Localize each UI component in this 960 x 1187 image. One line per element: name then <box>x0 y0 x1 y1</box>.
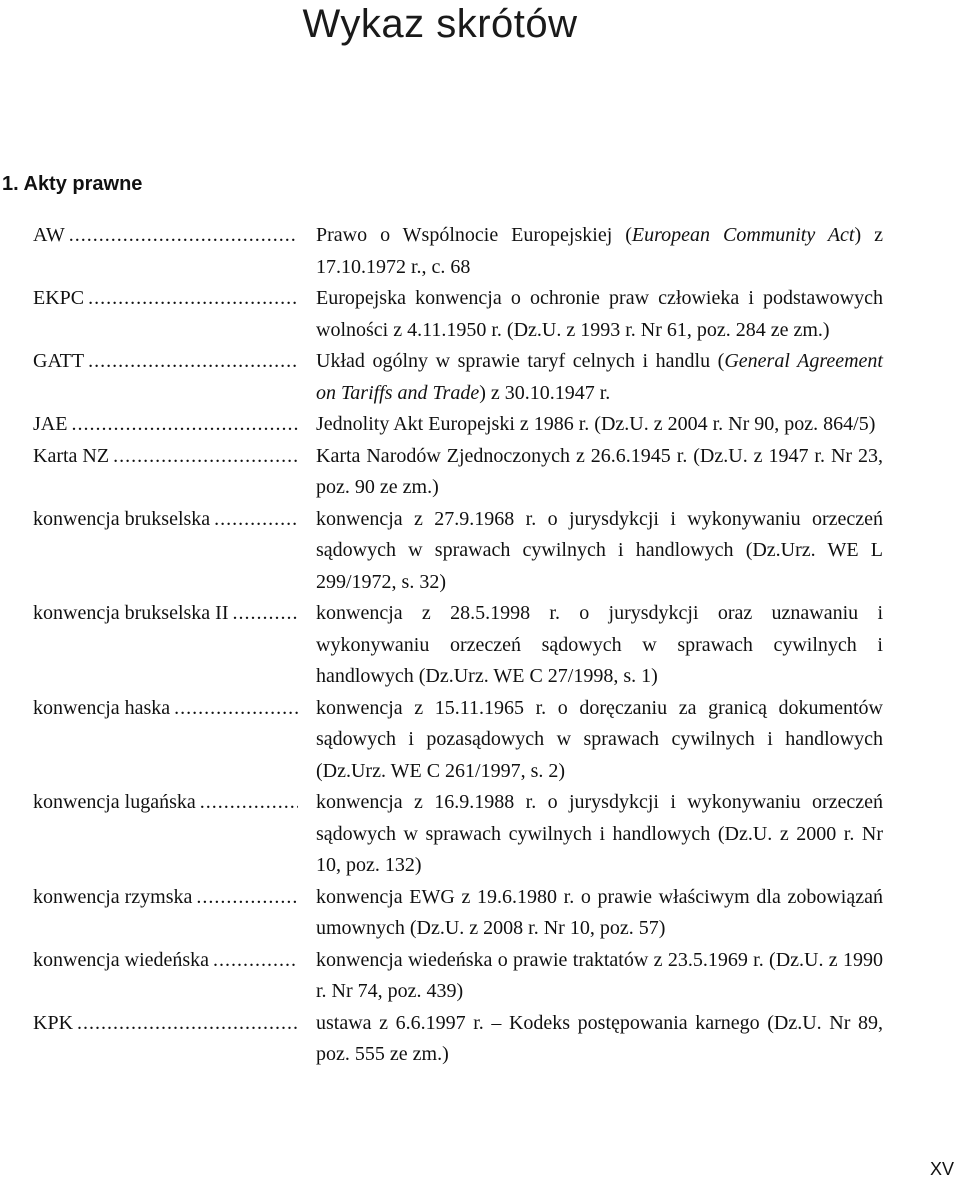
abbreviation-entry <box>33 283 883 346</box>
abbreviation-term <box>33 693 298 725</box>
abbreviation-description: konwencja EWG z 19.6.1980 r. o prawie właściwym dla zobowiązań umownych (Dz.U. z 2008 r. Nr 10, poz. 57) <box>316 885 883 939</box>
abbreviation-entry <box>33 598 883 693</box>
abbreviation-description: Układ ogólny w sprawie taryf celnych i handlu (General Agreement on Tariffs and Trade) z 30.10.1947 r. <box>316 350 883 404</box>
abbreviation-entry <box>33 693 883 788</box>
abbreviation-term-text: konwencja wiedeńska <box>33 948 210 971</box>
abbreviation-term <box>33 945 298 977</box>
abbreviation-term <box>33 882 298 914</box>
abbreviation-entry <box>33 787 883 882</box>
abbreviation-term-text: Karta NZ <box>33 444 110 467</box>
abbreviation-entry <box>33 220 883 283</box>
abbreviation-term <box>33 346 298 378</box>
abbreviation-description: konwencja z 27.9.1968 r. o jurysdykcji i wykonywaniu orzeczeń sądowych w sprawach cywilnych i handlowych (Dz.Urz. WE L 299/1972, s. 32) <box>316 507 883 593</box>
abbreviation-term-text: GATT <box>33 350 85 372</box>
abbreviation-description: konwencja z 15.11.1965 r. o doręczaniu za granicą dokumentów sądowych i pozasądowych w sprawach cywilnych i handlowych (Dz.Urz. WE C 261/1997, s. 2) <box>316 696 883 782</box>
abbreviation-description: ustawa z 6.6.1997 r. – Kodeks postępowania karnego (Dz.U. Nr 89, poz. 555 ze zm.) <box>316 1011 883 1065</box>
abbreviation-entry <box>33 945 883 1008</box>
abbreviation-term-text: AW <box>33 224 65 246</box>
abbreviation-description: Europejska konwencja o ochronie praw człowieka i podstawowych wolności z 4.11.1950 r. (Dz.U. z 1993 r. Nr 61, poz. 284 ze zm.) <box>316 287 883 341</box>
abbreviation-term <box>33 787 298 819</box>
abbreviation-entry <box>33 441 883 504</box>
abbreviation-entry <box>33 882 883 945</box>
abbreviation-term <box>33 220 298 252</box>
abbreviation-description: Jednolity Akt Europejski z 1986 r. (Dz.U. z 2004 r. Nr 90, poz. 864/5) <box>316 413 876 435</box>
section-heading: 1. Akty prawne <box>2 173 143 195</box>
abbreviation-term <box>33 598 298 630</box>
abbreviation-term <box>33 283 298 315</box>
abbreviation-term-text: konwencja lugańska <box>33 791 196 813</box>
abbreviation-term <box>33 409 298 441</box>
abbreviation-list <box>33 220 883 1071</box>
abbreviation-description: konwencja z 16.9.1988 r. o jurysdykcji i wykonywaniu orzeczeń sądowych w sprawach cywilnych i handlowych (Dz.U. z 2000 r. Nr 10, poz. 132) <box>316 791 883 876</box>
abbreviation-term <box>33 504 298 536</box>
abbreviation-description: Karta Narodów Zjednoczonych z 26.6.1945 r. (Dz.U. z 1947 r. Nr 23, poz. 90 ze zm.) <box>316 444 883 498</box>
abbreviation-term <box>33 1008 298 1040</box>
page-title: Wykaz skrótów <box>302 2 578 46</box>
abbreviation-description: konwencja wiedeńska o prawie traktatów z 23.5.1969 r. (Dz.U. z 1990 r. Nr 74, poz. 439) <box>316 948 883 1002</box>
abbreviation-description: konwencja z 28.5.1998 r. o jurysdykcji oraz uznawaniu i wykonywaniu orzeczeń sądowych w sprawach cywilnych i handlowych (Dz.Urz. WE C 27/1998, s. 1) <box>316 602 883 687</box>
abbreviation-entry <box>33 409 883 441</box>
abbreviation-term-text: konwencja brukselska II <box>33 602 229 624</box>
abbreviation-entry <box>33 504 883 599</box>
abbreviation-term-text: konwencja rzymska <box>33 885 193 908</box>
abbreviation-term <box>33 441 298 473</box>
page-number: XV <box>929 1159 954 1179</box>
abbreviation-description: Prawo o Wspólnocie Europejskiej (European Community Act) z 17.10.1972 r., c. 68 <box>316 224 884 278</box>
abbreviation-entry <box>33 1008 883 1071</box>
abbreviation-term-text: JAE <box>33 413 68 435</box>
abbreviation-term-text: EKPC <box>33 287 85 309</box>
abbreviation-term-text: KPK <box>33 1011 74 1034</box>
abbreviation-term-text: konwencja brukselska <box>33 507 211 530</box>
abbreviation-entry <box>33 346 883 409</box>
abbreviation-term-text: konwencja haska <box>33 696 171 719</box>
